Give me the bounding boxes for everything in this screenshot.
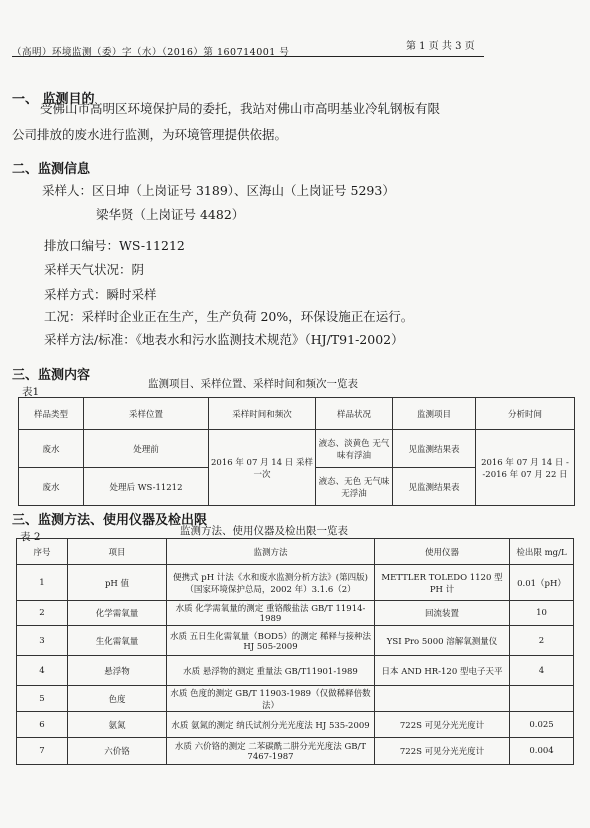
table-row	[17, 565, 574, 601]
table-header-row	[17, 539, 574, 565]
cell-method: 水质 五日生化需氧量（BOD5）的测定 稀释与接种法 HJ 505-2009	[167, 626, 375, 656]
cell-location: 处理后 WS-11212	[84, 468, 209, 506]
section-info-title: 二、监测信息	[12, 162, 91, 177]
table-header: 序号	[17, 539, 68, 565]
cell-method: 水质 六价铬的测定 二苯碳酰二肼分光光度法 GB/T 7467-1987	[167, 738, 375, 765]
purpose-text-2: 公司排放的废水进行监测，为环境管理提供依据。	[12, 127, 288, 142]
cell-item: 悬浮物	[68, 656, 167, 686]
cell-limit: 0.025	[510, 712, 574, 738]
cell-items: 见监测结果表	[393, 430, 476, 468]
cell-no: 3	[17, 626, 68, 656]
cell-item: 氨氮	[68, 712, 167, 738]
cell-instrument	[375, 686, 510, 712]
header-divider	[12, 56, 484, 57]
cell-no: 4	[17, 656, 68, 686]
report-reference: （高明）环境监测（委）字（水）（2016）第 160714001 号	[12, 47, 290, 58]
cell-limit: 4	[510, 656, 574, 686]
table-row	[17, 656, 574, 686]
cell-items: 见监测结果表	[393, 468, 476, 506]
cell-limit: 0.01（pH）	[510, 565, 574, 601]
table-header: 样品状况	[316, 398, 393, 430]
table1-label: 表1	[22, 386, 40, 398]
table2-label: 表 2	[20, 531, 41, 543]
cell-method: 水质 氨氮的测定 纳氏试剂分光光度法 HJ 535-2009	[167, 712, 375, 738]
cell-no: 2	[17, 601, 68, 626]
cell-instrument: YSI Pro 5000 溶解氧测量仪	[375, 626, 510, 656]
table-header: 样品类型	[19, 398, 84, 430]
cell-method: 水质 化学需氧量的测定 重铬酸盐法 GB/T 11914-1989	[167, 601, 375, 626]
section-content-title: 三、监测内容	[12, 368, 91, 383]
cell-sampling-time: 2016 年 07 月 14 日 采样一次	[209, 430, 316, 506]
cell-analysis-time: 2016 年 07 月 14 日 --2016 年 07 月 22 日	[476, 430, 575, 506]
cell-instrument: 回流装置	[375, 601, 510, 626]
samplers-line-2: 梁华贤（上岗证号 4482）	[96, 207, 245, 222]
cell-method: 便携式 pH 计法《水和废水监测分析方法》(第四版)（国家环境保护总局，2002 年）3.1.6（2）	[167, 565, 375, 601]
cell-instrument: 722S 可见分光光度计	[375, 712, 510, 738]
table-header: 监测方法	[167, 539, 375, 565]
cell-item: 生化需氧量	[68, 626, 167, 656]
cell-method: 水质 悬浮物的测定 重量法 GB/T11901-1989	[167, 656, 375, 686]
cell-instrument: METTLER TOLEDO 1120 型 PH 计	[375, 565, 510, 601]
table2-title: 监测方法、使用仪器及检出限一览表	[180, 525, 348, 537]
outlet-code: 排放口编号：WS-11212	[44, 238, 185, 253]
cell-item: 色度	[68, 686, 167, 712]
table1-title: 监测项目、采样位置、采样时间和频次一览表	[148, 378, 358, 390]
cell-limit: 0.004	[510, 738, 574, 765]
cell-method: 水质 色度的测定 GB/T 11903-1989（仅做稀释倍数法）	[167, 686, 375, 712]
table-header: 分析时间	[476, 398, 575, 430]
cell-status: 液态、无色 无气味无浮油	[316, 468, 393, 506]
working-condition: 工况：采样时企业正在生产，生产负荷 20%，环保设施正在运行。	[44, 309, 414, 324]
cell-limit: 10	[510, 601, 574, 626]
cell-no: 6	[17, 712, 68, 738]
table-row	[17, 712, 574, 738]
section-method-title: 三、监测方法、使用仪器及检出限	[12, 513, 208, 528]
cell-type: 废水	[19, 430, 84, 468]
table-header: 项目	[68, 539, 167, 565]
table-header-row	[19, 398, 575, 430]
samplers-line-1: 采样人：区日坤（上岗证号 3189）、区海山（上岗证号 5293）	[42, 183, 395, 198]
cell-item: 化学需氧量	[68, 601, 167, 626]
cell-type: 废水	[19, 468, 84, 506]
table-header: 检出限 mg/L	[510, 539, 574, 565]
section-purpose-title: 一、 监测目的	[12, 92, 95, 107]
method-table	[16, 538, 574, 765]
cell-limit: 2	[510, 626, 574, 656]
sampling-standard: 采样方法/标准：《地表水和污水监测技术规范》（HJ/T91-2002）	[44, 332, 404, 347]
cell-no: 7	[17, 738, 68, 765]
purpose-text-1: 受佛山市高明区环境保护局的委托，我站对佛山市高明基业冷轧钢板有限	[40, 101, 441, 116]
cell-status: 液态、淡黄色 无气味有浮油	[316, 430, 393, 468]
cell-instrument: 722S 可见分光光度计	[375, 738, 510, 765]
table-header: 采样位置	[84, 398, 209, 430]
table-row	[19, 430, 575, 468]
cell-location: 处理前	[84, 430, 209, 468]
cell-no: 5	[17, 686, 68, 712]
cell-limit	[510, 686, 574, 712]
table-row	[17, 601, 574, 626]
table-header: 使用仪器	[375, 539, 510, 565]
table-row	[17, 626, 574, 656]
table-header: 监测项目	[393, 398, 476, 430]
page-number: 第 1 页 共 3 页	[406, 41, 475, 52]
weather: 采样天气状况：阴	[44, 262, 145, 277]
cell-item: 六价铬	[68, 738, 167, 765]
table-header: 采样时间和频次	[209, 398, 316, 430]
table-row	[17, 686, 574, 712]
cell-item: pH 值	[68, 565, 167, 601]
table-row	[17, 738, 574, 765]
monitoring-content-table	[18, 397, 575, 506]
sampling-method: 采样方式：瞬时采样	[44, 287, 157, 302]
cell-instrument: 日本 AND HR-120 型电子天平	[375, 656, 510, 686]
cell-no: 1	[17, 565, 68, 601]
